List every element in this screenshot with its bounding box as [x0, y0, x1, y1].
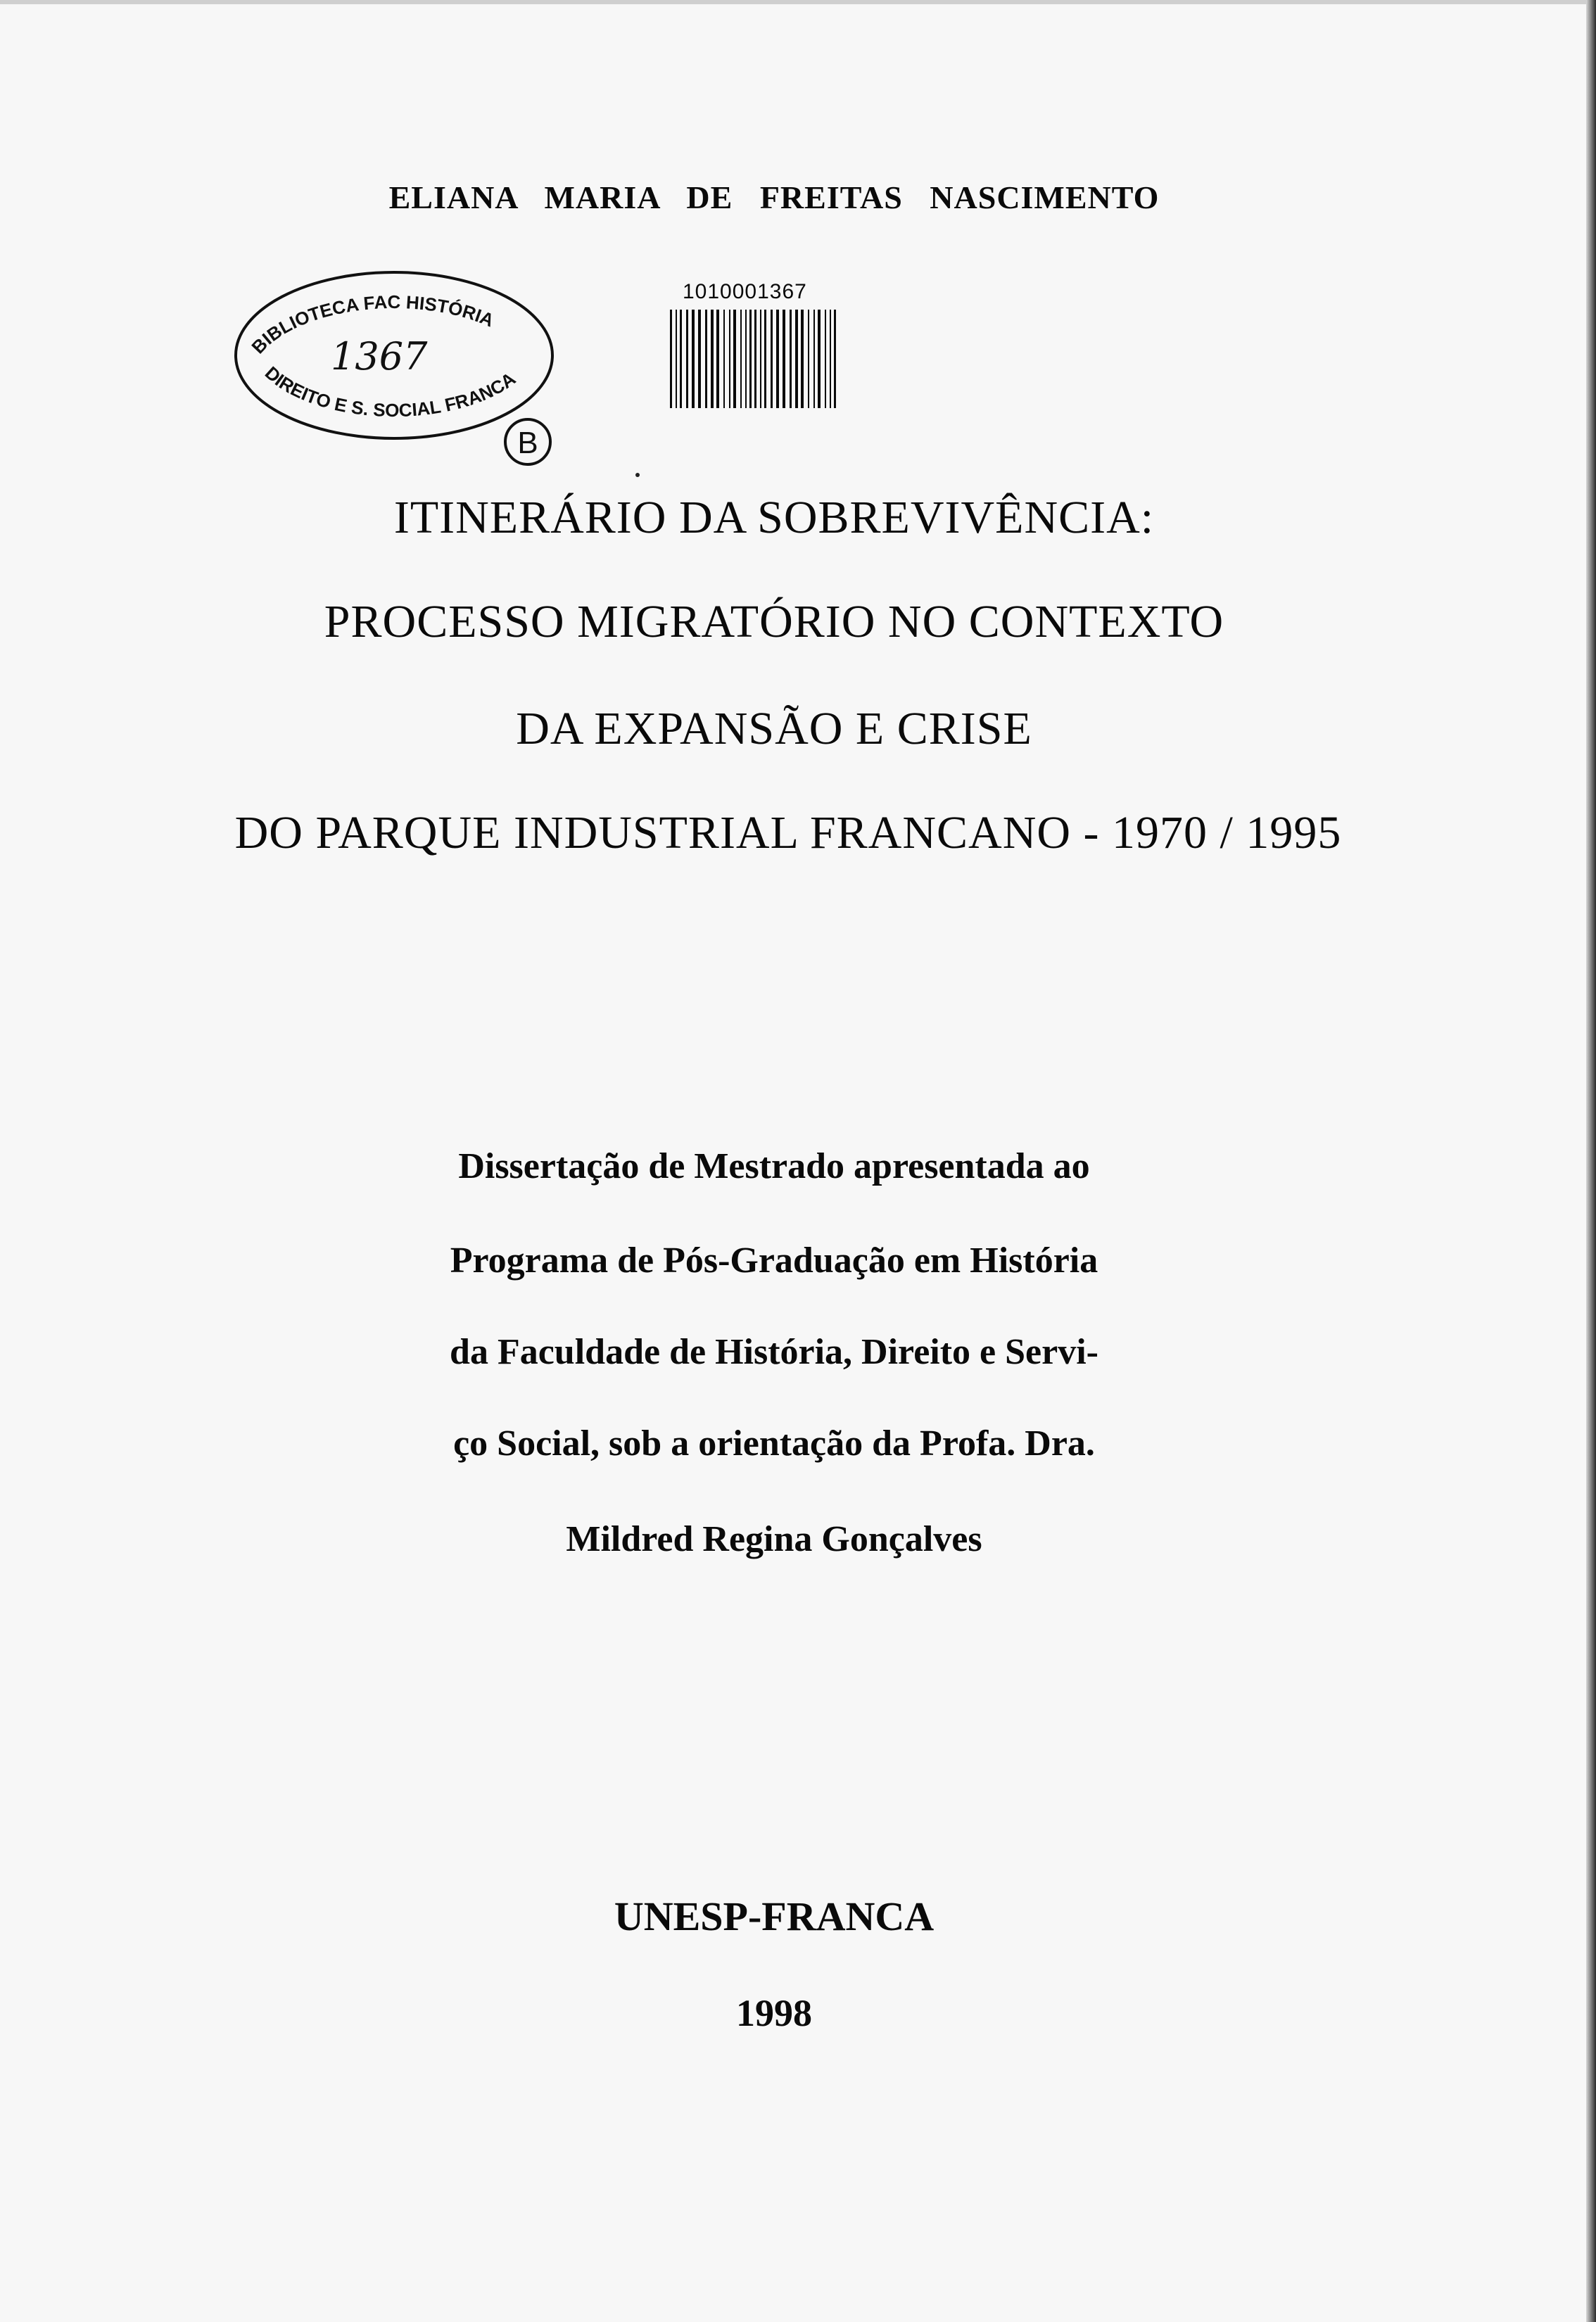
title-line-3: DA EXPANSÃO E CRISE	[516, 703, 1032, 754]
title-line-4: DO PARQUE INDUSTRIAL FRANCANO - 1970 / 1995	[234, 807, 1342, 858]
library-stamp	[225, 260, 591, 471]
barcode-bar	[680, 310, 682, 408]
barcode-bar	[749, 310, 752, 408]
barcode	[669, 280, 964, 408]
description-line-3: da Faculdade de História, Direito e Servi-	[450, 1332, 1098, 1372]
page-right-edge-shadow	[1586, 0, 1596, 2322]
barcode-bars	[669, 310, 964, 408]
barcode-bar	[790, 310, 792, 408]
barcode-bar	[723, 310, 725, 408]
barcode-bar	[818, 310, 821, 408]
barcode-bar	[795, 310, 798, 408]
barcode-number: 1010001367	[683, 280, 807, 303]
barcode-bar	[813, 310, 815, 408]
barcode-bar	[692, 310, 695, 408]
barcode-bar	[686, 310, 688, 408]
title-line-1: ITINERÁRIO DA SOBREVIVÊNCIA:	[393, 492, 1155, 543]
barcode-bar	[834, 310, 836, 408]
author-name: ELIANA MARIA DE FREITAS NASCIMENTO	[388, 179, 1160, 215]
barcode-bar	[716, 310, 719, 408]
speck	[635, 473, 640, 477]
stamp-handwritten-number: 1367	[331, 334, 428, 379]
barcode-bar	[771, 310, 773, 408]
description-line-5: Mildred Regina Gonçalves	[566, 1519, 982, 1559]
barcode-bar	[733, 310, 736, 408]
barcode-bar	[830, 310, 831, 408]
barcode-bar	[740, 310, 742, 408]
barcode-bar	[729, 310, 730, 408]
barcode-bar	[808, 310, 809, 408]
description-line-2: Programa de Pós-Graduação em História	[450, 1241, 1098, 1281]
page-top-edge	[0, 0, 1596, 4]
description-line-4: ço Social, sob a orientação da Profa. Dra.	[453, 1423, 1095, 1464]
barcode-bar	[783, 310, 785, 408]
barcode-bar	[698, 310, 701, 408]
institution: UNESP-FRANCA	[614, 1893, 935, 1939]
barcode-bar	[670, 310, 672, 408]
barcode-bar	[764, 310, 766, 408]
barcode-bar	[801, 310, 804, 408]
barcode-bar	[776, 310, 779, 408]
title-line-2: PROCESSO MIGRATÓRIO NO CONTEXTO	[324, 596, 1224, 647]
barcode-bar	[760, 310, 761, 408]
barcode-bar	[825, 310, 826, 408]
year: 1998	[736, 1992, 812, 2034]
description-line-1: Dissertação de Mestrado apresentada ao	[458, 1146, 1090, 1186]
barcode-bar	[711, 310, 714, 408]
barcode-bar	[676, 310, 677, 408]
stamp-circled-letter: B	[517, 426, 538, 460]
stamp-text-bottom: DIREITO E S. SOCIAL FRANCA	[260, 362, 520, 421]
barcode-bar	[705, 310, 707, 408]
stamp-text-top: BIBLIOTECA FAC HISTÓRIA	[247, 291, 498, 358]
barcode-bar	[754, 310, 756, 408]
barcode-bar	[745, 310, 747, 408]
